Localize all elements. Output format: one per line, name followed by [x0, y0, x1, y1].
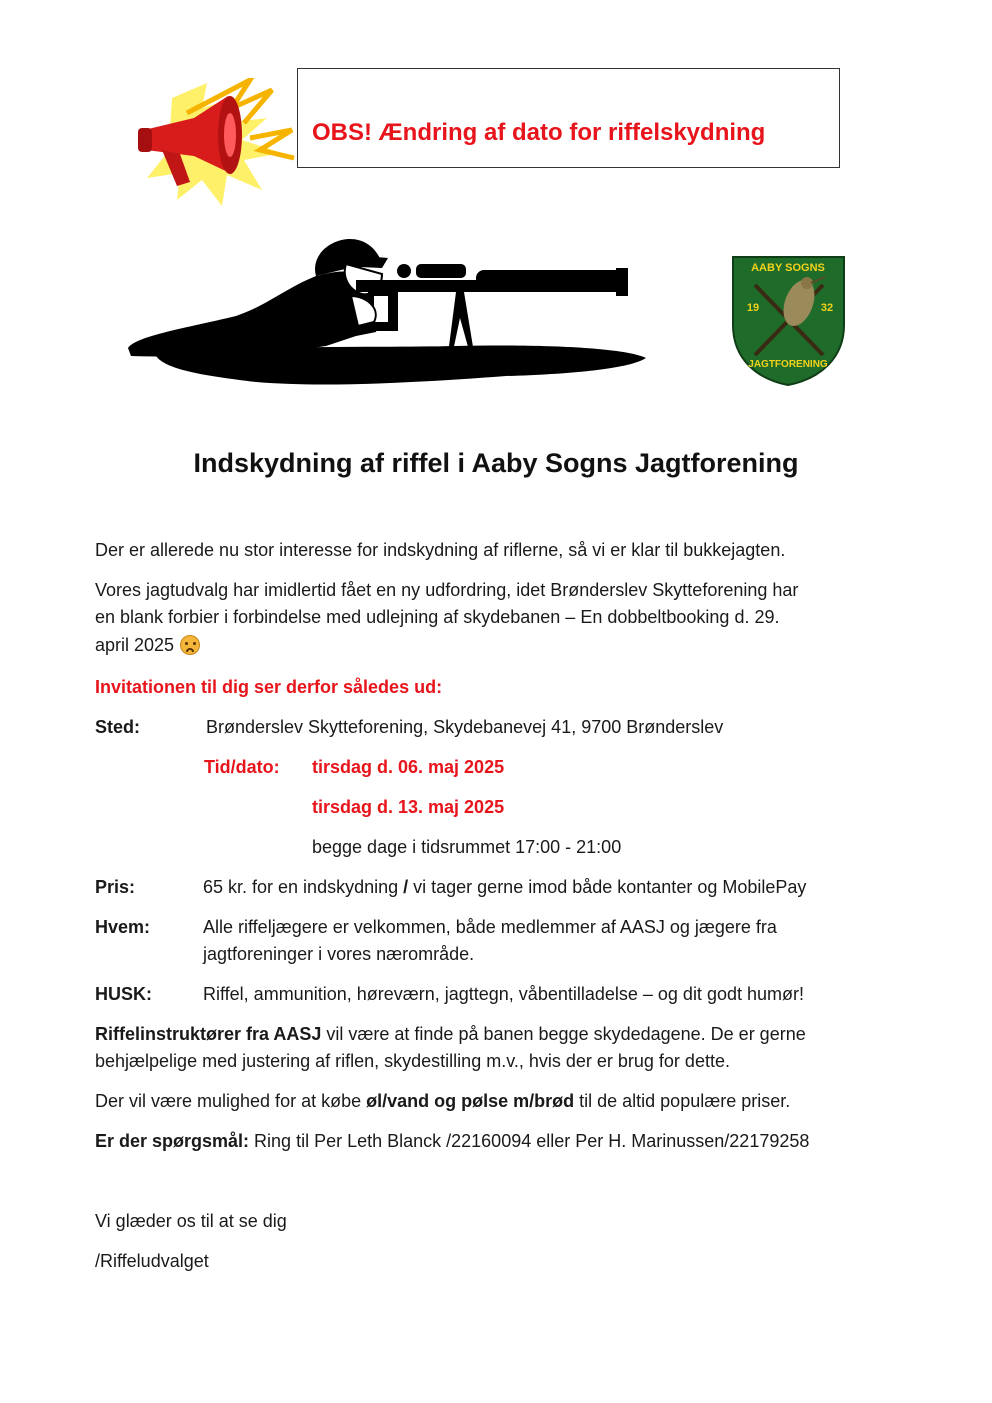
page-title: Indskydning af riffel i Aaby Sogns Jagtforening [193, 448, 799, 478]
notice-text: OBS! Ændring af dato for riffelskydning [312, 119, 766, 146]
questions-bold: Er der spørgsmål: [95, 1131, 250, 1151]
place-label: Sted: [95, 717, 140, 737]
questions-text: Ring til Per Leth Blanck /22160094 eller Per H. Marinussen/22179258 [249, 1131, 810, 1151]
time-label: Tid/dato: [204, 757, 280, 777]
intro-paragraph: Der er allerede nu stor interesse for indskydning af riflerne, så vi er klar til bukkejagten. [95, 540, 786, 560]
date-2: tirsdag d. 13. maj 2025 [312, 797, 505, 817]
price-text-b: vi tager gerne imod både kontanter og MobilePay [408, 877, 807, 897]
questions-line [95, 1128, 809, 1155]
instructors-bold: Riffelinstruktører fra AASJ [95, 1024, 322, 1044]
date-1: tirsdag d. 06. maj 2025 [312, 757, 505, 777]
price-label: Pris: [95, 877, 136, 897]
sad-face-emoji [180, 635, 200, 655]
logo-bottom-text: JAGTFORENING [748, 359, 828, 370]
prone-shooter-icon [126, 236, 651, 386]
invitation-heading: Invitationen til dig ser derfor således ud: [95, 677, 443, 697]
price-value [203, 874, 806, 901]
challenge-line-1: Vores jagtudvalg har imidlertid fået en ny udfordring, idet Brønderslev Skytteforening har [95, 580, 799, 600]
food-pre: Der vil være mulighed for at købe [95, 1091, 367, 1111]
time-hours: begge dage i tidsrummet 17:00 - 21:00 [312, 837, 622, 857]
instructors-line-1 [95, 1021, 806, 1048]
logo-year-left: 19 [746, 302, 760, 314]
challenge-line-3 [95, 632, 200, 659]
club-shield-emblem [731, 255, 846, 387]
food-line [95, 1088, 790, 1115]
who-line-1: Alle riffeljægere er velkommen, både medlemmer af AASJ og jægere fra [203, 917, 777, 937]
logo-top-text: AABY SOGNS [751, 262, 825, 274]
instructors-rest: vil være at finde på banen begge skydedagene. De er gerne [321, 1024, 806, 1044]
food-post: til de altid populære priser. [574, 1091, 791, 1111]
place-value: Brønderslev Skytteforening, Skydebanevej 41, 9700 Brønderslev [206, 717, 724, 737]
remember-value: Riffel, ammunition, høreværn, jagttegn, våbentilladelse – og dit godt humør! [203, 984, 804, 1004]
club-logo [731, 255, 846, 387]
notice-box [297, 68, 840, 168]
signature: /Riffeludvalget [95, 1251, 209, 1271]
shooter-silhouette [126, 236, 651, 386]
logo-year-right: 32 [820, 302, 834, 314]
challenge-line-3-text: april 2025 [95, 635, 175, 655]
closing-line: Vi glæder os til at se dig [95, 1211, 287, 1231]
megaphone-icon [132, 78, 297, 213]
instructors-line-2: behjælpelige med justering af riflen, skydestilling m.v., hvis der er brug for dette. [95, 1051, 730, 1071]
price-text-a: 65 kr. for en indskydning [203, 877, 404, 897]
megaphone-illustration [132, 78, 297, 213]
who-line-2: jagtforeninger i vores nærområde. [203, 944, 475, 964]
challenge-line-2: en blank forbier i forbindelse med udlejning af skydebanen – En dobbeltbooking d. 29. [95, 607, 780, 627]
food-bold: øl/vand og pølse m/brød [366, 1091, 575, 1111]
who-label: Hvem: [95, 917, 151, 937]
price-slash: / [403, 877, 409, 897]
remember-label: HUSK: [95, 984, 152, 1004]
